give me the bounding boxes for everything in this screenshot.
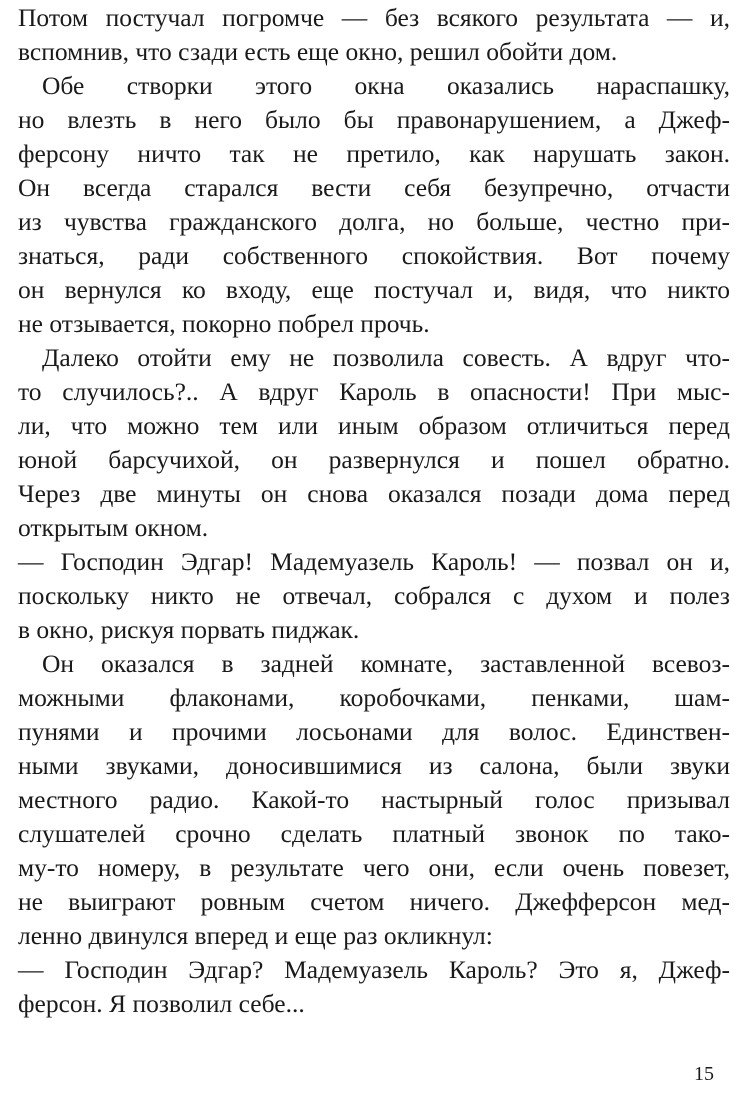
text-line: не отзывается, покорно побрел прочь. xyxy=(18,309,430,338)
text-line: Он всегда старался вести себя безупречно, отчасти xyxy=(18,173,730,202)
text-line: то случилось?.. А вдруг Кароль в опасности! При мыс- xyxy=(18,377,730,406)
text-line: местного радио. Какой-то настырный голос призывал xyxy=(18,785,730,814)
text-line: Потом постучал погромче — без всякого результата — и, xyxy=(18,3,730,32)
text-line: ленно двинулся вперед и еще раз окликнул: xyxy=(18,921,493,950)
text-line: ферсону ничто так не претило, как нарушать закон. xyxy=(18,139,730,168)
text-line: пунями и прочими лосьонами для волос. Единствен- xyxy=(18,717,730,746)
text-line: вспомнив, что сзади есть еще окно, решил обойти дом. xyxy=(18,37,618,66)
text-line: Обе створки этого окна оказались нараспашку, xyxy=(42,71,730,100)
text-line: — Господин Эдгар! Мадемуазель Кароль! — позвал он и, xyxy=(18,547,730,576)
text-line: — Господин Эдгар? Мадемуазель Кароль? Это я, Джеф- xyxy=(18,955,730,984)
text-line: Через две минуты он снова оказался позади дома перед xyxy=(18,479,730,508)
text-line: му-то номеру, в результате чего они, если очень повезет, xyxy=(18,853,730,882)
text-line: открытым окном. xyxy=(18,513,209,542)
text-line: Далеко отойти ему не позволила совесть. А вдруг что- xyxy=(42,343,730,372)
text-line: из чувства гражданского долга, но больше, честно при- xyxy=(18,207,730,236)
text-line: знаться, ради собственного спокойствия. Вот почему xyxy=(18,241,730,270)
text-line: слушателей срочно сделать платный звонок по тако- xyxy=(18,819,730,848)
text-line: он вернулся ко входу, еще постучал и, видя, что никто xyxy=(18,275,730,304)
text-line: ферсон. Я позволил себе... xyxy=(18,989,305,1018)
text-line: ли, что можно тем или иным образом отличиться перед xyxy=(18,411,730,440)
text-line: не выиграют ровным счетом ничего. Джефферсон мед- xyxy=(18,887,730,916)
text-line: Он оказался в задней комнате, заставленной всевоз- xyxy=(42,649,730,678)
text-line: поскольку никто не отвечал, собрался с духом и полез xyxy=(18,581,730,610)
text-line: можными флаконами, коробочками, пенками, шам- xyxy=(18,683,730,712)
text-line: ными звуками, доносившимися из салона, были звуки xyxy=(18,751,730,780)
text-line: в окно, рискуя порвать пиджак. xyxy=(18,615,360,644)
book-page-text xyxy=(18,1,730,1021)
text-line: юной барсучихой, он развернулся и пошел обратно. xyxy=(18,445,730,474)
text-line: но влезть в него было бы правонарушением, а Джеф- xyxy=(18,105,730,134)
page-number: 15 xyxy=(694,1063,714,1085)
